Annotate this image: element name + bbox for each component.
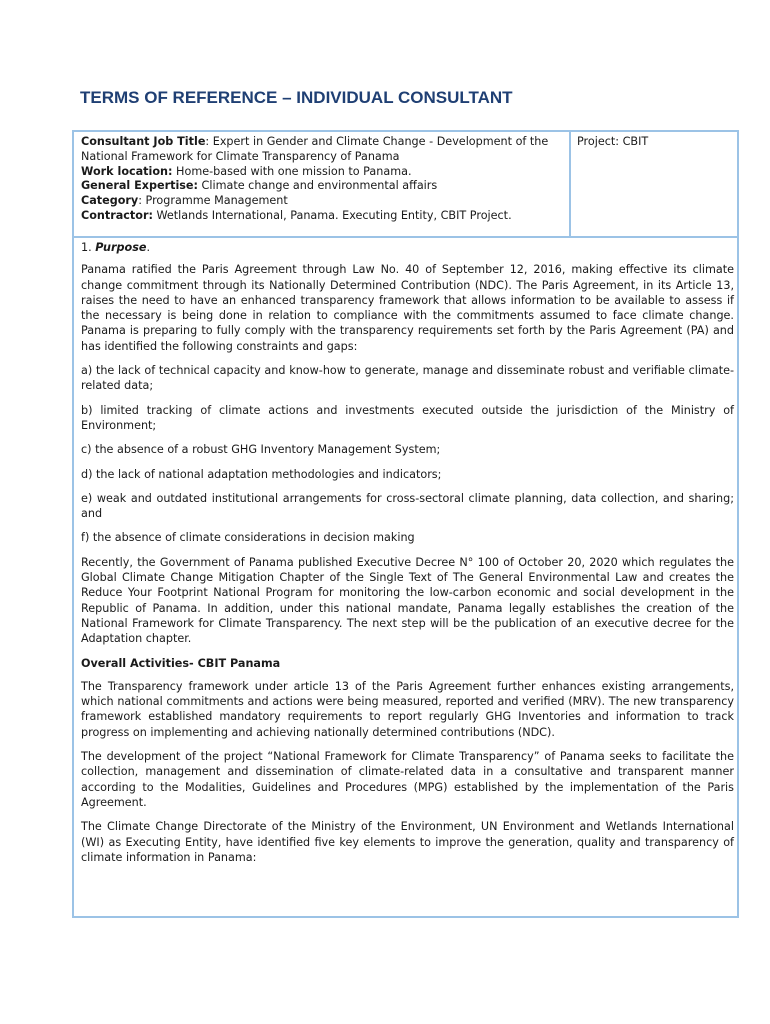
- contractor-line: [81, 209, 566, 224]
- contractor-label: Contractor:: [81, 208, 153, 222]
- contractor-value: Wetlands International, Panama. Executing Entity, CBIT Project.: [152, 208, 512, 222]
- general-expertise-label: General Expertise:: [81, 179, 198, 193]
- work-location-label: Work location:: [81, 164, 173, 178]
- purpose-section: [81, 240, 734, 874]
- header-row: [74, 132, 737, 238]
- general-expertise-value: Climate change and environmental affairs: [198, 179, 438, 193]
- job-title-value: : Expert in Gender and Climate Change - Development of the National Framework for Climate Transparency of Panama: [81, 135, 549, 163]
- consultant-details: [81, 135, 566, 224]
- paragraph-intro: Panama ratified the Paris Agreement through Law No. 40 of September 12, 2016, making effective its climate change commitment through its Nationally Determined Contribution (NDC). The Paris Agreement, in its Article 13, raises the need to have an enhanced transparency framework that allows information to be available to assess if the necessary is being done in relation to compliance with the commitments assumed to face climate change. Panama is preparing to fully comply with the transparency requirements set forth by the Paris Agreement (PA) and has identified the following constraints and gaps:: [81, 263, 734, 353]
- purpose-suffix: .: [146, 241, 151, 254]
- job-title-label: Consultant Job Title: [81, 135, 206, 148]
- work-location-line: [81, 165, 566, 180]
- job-title-line: [81, 135, 566, 165]
- gap-item-f: f) the absence of climate considerations in decision making: [81, 531, 415, 545]
- document-title: TERMS OF REFERENCE – INDIVIDUAL CONSULTANT: [80, 88, 513, 107]
- gap-item-e: e) weak and outdated institutional arrangements for cross-sectoral climate planning, data collection, and sharing; and: [81, 491, 734, 521]
- category-value: : Programme Management: [138, 194, 288, 208]
- project-label: Project: CBIT: [577, 135, 649, 148]
- column-divider: [569, 132, 571, 236]
- paragraph-directorate: The Climate Change Directorate of the Ministry of the Environment, UN Environment and Wetlands International (WI) as Executing Entity, have identified five key elements to improve the generation, quality and transparency of climate information in Panama:: [81, 820, 734, 864]
- category-label: Category: [81, 194, 139, 208]
- gap-item-a: a) the lack of technical capacity and know-how to generate, manage and disseminate robust and verifiable climate-related data;: [81, 364, 734, 393]
- paragraph-project: The development of the project “National Framework for Climate Transparency” of Panama seeks to facilitate the collection, management and dissemination of climate-related data in a consultative and transparent manner according to the Modalities, Guidelines and Procedures (MPG) established by the implementation of the Paris Agreement.: [81, 750, 734, 809]
- general-expertise-line: [81, 179, 566, 194]
- work-location-value: Home-based with one mission to Panama.: [172, 164, 412, 178]
- gap-item-b: b) limited tracking of climate actions and investments executed outside the jurisdiction of the Ministry of Environment;: [81, 403, 734, 432]
- gap-item-d: d) the lack of national adaptation methodologies and indicators;: [81, 467, 442, 481]
- purpose-heading: [81, 240, 734, 255]
- section-heading: Overall Activities- CBIT Panama: [81, 656, 281, 670]
- paragraph-decree: Recently, the Government of Panama published Executive Decree N° 100 of October 20, 2020 which regulates the Global Climate Change Mitigation Chapter of the Single Text of The General Environmental Law and creates the Reduce Your Footprint National Program for monitoring the low-carbon economic and social development in the Republic of Panama. In addition, under this national mandate, Panama legally establishes the creation of the National Framework for Climate Transparency. The next step will be the publication of an executive decree for the Adaptation chapter.: [81, 555, 734, 646]
- gap-item-c: c) the absence of a robust GHG Inventory Management System;: [81, 443, 441, 457]
- paragraph-transparency: The Transparency framework under article 13 of the Paris Agreement further enhances existing arrangements, which national commitments and actions were being measured, reported and verified (MRV). The new transparency framework established mandatory requirements to report regularly GHG Inventories and information to track progress on implementing and achieving nationally determined contributions (NDC).: [81, 679, 734, 739]
- purpose-label: Purpose: [95, 241, 147, 254]
- tor-table: [72, 130, 739, 918]
- category-line: [81, 194, 566, 209]
- purpose-number: 1.: [81, 241, 96, 254]
